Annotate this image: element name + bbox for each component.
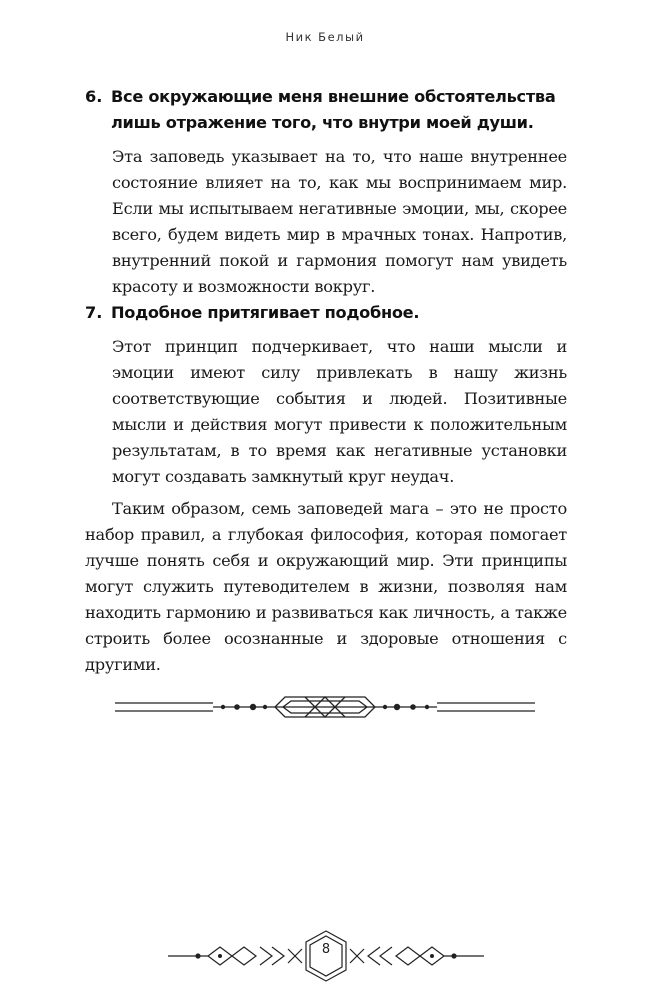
commandment-7-heading (85, 300, 567, 326)
page-number: 8 (321, 942, 331, 957)
running-header-author: Ник Белый (285, 30, 365, 44)
commandment-7-body: Этот принцип подчеркивает, что наши мысли и эмоции имеют силу привлекать в нашу жизнь соответствующие события и людей. Позитивные мысли и действия могут привести к положительным результатам, в то время как негативные установки могут создавать замкнутый круг неудач. (112, 337, 567, 486)
commandment-6 (85, 84, 567, 300)
commandment-7-number: 7. (85, 303, 103, 322)
commandment-6-title: Все окружающие меня внешние обстоятельства лишь отражение того, что внутри моей души. (111, 87, 556, 132)
commandment-6-number: 6. (85, 87, 103, 106)
commandment-6-body: Эта заповедь указывает на то, что наше внутреннее состояние влияет на то, как мы воспринимаем мир. Если мы испытываем негативные эмоции, мы, скорее всего, будем видеть мир в мрачных тонах. Напротив, внутренний покой и гармония помогут нам увидеть красоту и возможности вокруг. (112, 147, 567, 296)
ornamental-divider-icon (115, 692, 535, 722)
commandment-7 (85, 300, 567, 490)
conclusion-paragraph: Таким образом, семь заповедей мага – это не просто набор правил, а глубокая философия, которая помогает лучше понять себя и окружающий мир. Эти принципы могут служить путеводителем в жизни, позволяя нам находить гармонию и развиваться как личность, а также строить более осознанные и здоровые отношения с другими. (85, 499, 567, 674)
commandment-6-heading (85, 84, 567, 136)
commandment-7-title: Подобное притягивает подобное. (111, 303, 420, 322)
